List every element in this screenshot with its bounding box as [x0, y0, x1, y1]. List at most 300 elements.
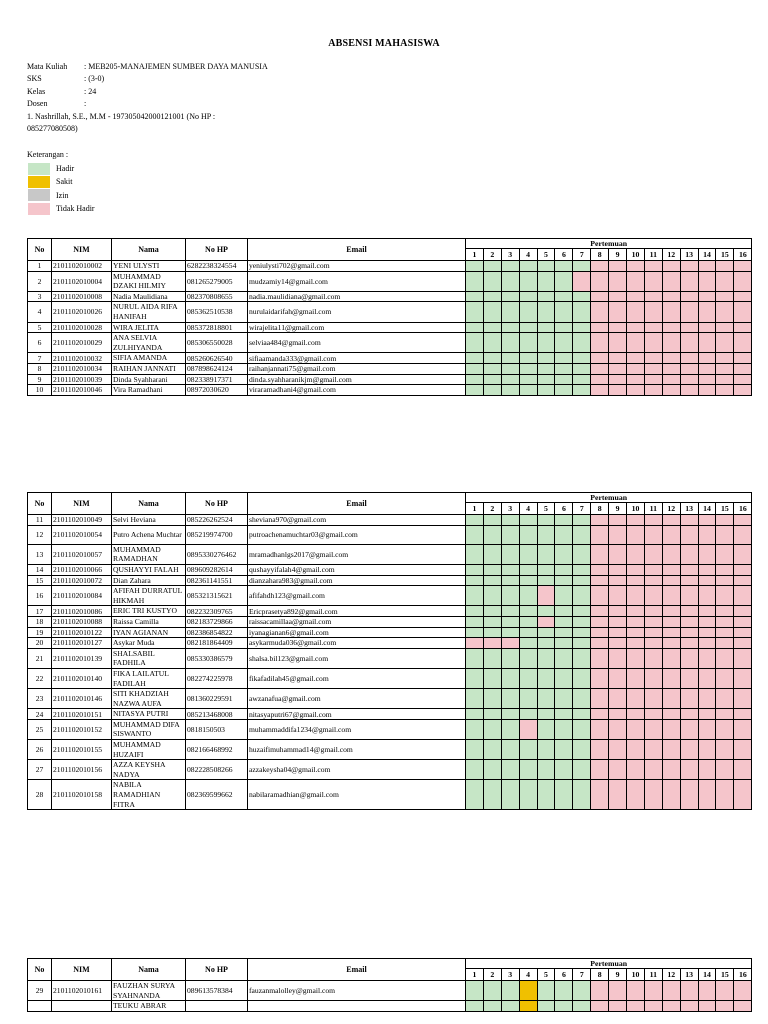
attendance-cell — [591, 709, 609, 720]
attendance-cell — [698, 291, 716, 302]
attendance-cell — [644, 638, 662, 649]
attendance-cell — [573, 525, 591, 544]
attendance-cell — [483, 689, 501, 709]
attendance-cell — [555, 586, 573, 606]
cell-nama: SIFIA AMANDA — [112, 353, 186, 364]
attendance-cell — [573, 760, 591, 780]
attendance-cell — [591, 760, 609, 780]
header-nama: Nama — [112, 239, 186, 261]
attendance-cell — [466, 719, 484, 739]
table-row — [28, 564, 752, 575]
attendance-cell — [627, 353, 645, 364]
attendance-cell — [716, 606, 734, 617]
attendance-cell — [627, 271, 645, 291]
attendance-cell — [555, 709, 573, 720]
attendance-cell — [555, 689, 573, 709]
attendance-cell — [734, 638, 752, 649]
attendance-cell — [501, 1001, 519, 1012]
attendance-cell — [483, 638, 501, 649]
attendance-cell — [483, 668, 501, 688]
cell-hp: 081265279005 — [186, 271, 248, 291]
attendance-cell — [555, 638, 573, 649]
cell-nama: AZZA KEYSHA NADYA — [112, 760, 186, 780]
attendance-cell — [537, 616, 555, 627]
cell-email: dinda.syahharanikjm@gmail.com — [248, 374, 466, 385]
attendance-cell — [627, 709, 645, 720]
cell-nim: 2101102010008 — [52, 291, 112, 302]
attendance-cell — [609, 780, 627, 810]
attendance-cell — [609, 1001, 627, 1012]
cell-nama: ANA SELVIA ZULHIYANDA — [112, 333, 186, 353]
attendance-cell — [501, 709, 519, 720]
table-row — [28, 374, 752, 385]
cell-nama: RAIHAN JANNATI — [112, 363, 186, 374]
attendance-cell — [680, 302, 698, 322]
info-value: : MEB205-MANAJEMEN SUMBER DAYA MANUSIA — [84, 62, 268, 71]
cell-no: 2 — [28, 271, 52, 291]
cell-nim: 2101102010084 — [52, 586, 112, 606]
cell-no: 7 — [28, 353, 52, 364]
attendance-cell — [644, 606, 662, 617]
attendance-cell — [662, 575, 680, 586]
attendance-cell — [483, 515, 501, 526]
attendance-cell — [591, 638, 609, 649]
table-row — [28, 363, 752, 374]
attendance-cell — [573, 616, 591, 627]
attendance-cell — [591, 385, 609, 396]
attendance-cell — [537, 981, 555, 1001]
attendance-cell — [734, 322, 752, 333]
attendance-cell — [501, 575, 519, 586]
info-value: : — [84, 99, 87, 109]
attendance-cell — [680, 638, 698, 649]
header-pertemuan: Pertemuan — [466, 493, 752, 503]
attendance-cell — [573, 374, 591, 385]
attendance-cell — [609, 261, 627, 272]
meeting-number: 16 — [734, 969, 752, 981]
attendance-cell — [573, 586, 591, 606]
attendance-cell — [644, 564, 662, 575]
attendance-cell — [609, 586, 627, 606]
cell-nim: 2101102010072 — [52, 575, 112, 586]
cell-no: 24 — [28, 709, 52, 720]
header-no-hp: No HP — [186, 959, 248, 981]
attendance-cell — [573, 544, 591, 564]
legend-swatch — [27, 175, 51, 189]
cell-hp: 089609282614 — [186, 564, 248, 575]
attendance-cell — [573, 668, 591, 688]
attendance-cell — [662, 627, 680, 638]
attendance-cell — [627, 606, 645, 617]
meeting-number: 1 — [466, 969, 484, 981]
attendance-cell — [591, 271, 609, 291]
attendance-cell — [466, 271, 484, 291]
attendance-cell — [573, 780, 591, 810]
attendance-cell — [591, 363, 609, 374]
attendance-cell — [573, 271, 591, 291]
attendance-cell — [680, 586, 698, 606]
attendance-cell — [466, 668, 484, 688]
attendance-cell — [680, 261, 698, 272]
attendance-cell — [591, 648, 609, 668]
attendance-cell — [501, 981, 519, 1001]
info-row-kelas — [27, 86, 268, 98]
cell-nim: 2101102010127 — [52, 638, 112, 649]
attendance-cell — [537, 261, 555, 272]
cell-email: fikafadilah45@gmail.com — [248, 668, 466, 688]
cell-email: mudzamiy14@gmail.com — [248, 271, 466, 291]
attendance-cell — [519, 719, 537, 739]
header-no: No — [28, 493, 52, 515]
cell-no: 3 — [28, 291, 52, 302]
attendance-cell — [716, 333, 734, 353]
attendance-cell — [573, 261, 591, 272]
cell-nama: Vira Ramadhani — [112, 385, 186, 396]
attendance-cell — [609, 689, 627, 709]
attendance-cell — [537, 564, 555, 575]
cell-hp: 082274225978 — [186, 668, 248, 688]
meeting-number: 1 — [466, 503, 484, 515]
cell-email: yeniulysti702@gmail.com — [248, 261, 466, 272]
attendance-cell — [501, 648, 519, 668]
attendance-cell — [537, 627, 555, 638]
attendance-cell — [662, 638, 680, 649]
attendance-cell — [501, 638, 519, 649]
attendance-cell — [609, 302, 627, 322]
cell-email: shalsa.bil123@gmail.com — [248, 648, 466, 668]
table-row — [28, 1001, 752, 1012]
attendance-cell — [591, 353, 609, 364]
attendance-cell — [716, 760, 734, 780]
dosen-line: 1. Nashrillah, S.E., M.M - 197305042000121001 (No HP : 085277080508) — [27, 111, 216, 134]
header-nama: Nama — [112, 493, 186, 515]
attendance-cell — [734, 740, 752, 760]
attendance-cell — [555, 575, 573, 586]
attendance-cell — [644, 525, 662, 544]
attendance-cell — [627, 981, 645, 1001]
cell-email: mramadhanlgs2017@gmail.com — [248, 544, 466, 564]
attendance-cell — [591, 719, 609, 739]
attendance-cell — [716, 291, 734, 302]
attendance-cell — [644, 760, 662, 780]
meeting-number: 4 — [519, 969, 537, 981]
cell-email: nabilaramadhian@gmail.com — [248, 780, 466, 810]
attendance-cell — [662, 302, 680, 322]
attendance-cell — [662, 616, 680, 627]
cell-nama: Selvi Heviana — [112, 515, 186, 526]
meeting-number: 8 — [591, 249, 609, 261]
cell-no: 8 — [28, 363, 52, 374]
attendance-cell — [662, 719, 680, 739]
attendance-cell — [591, 1001, 609, 1012]
attendance-cell — [555, 302, 573, 322]
attendance-cell — [734, 689, 752, 709]
attendance-cell — [698, 271, 716, 291]
attendance-cell — [716, 322, 734, 333]
attendance-cell — [555, 271, 573, 291]
attendance-cell — [591, 515, 609, 526]
attendance-cell — [644, 627, 662, 638]
attendance-cell — [537, 302, 555, 322]
attendance-cell — [466, 385, 484, 396]
cell-hp: 082183729866 — [186, 616, 248, 627]
cell-hp: 085330386579 — [186, 648, 248, 668]
legend-label: Hadir — [56, 164, 75, 174]
attendance-cell — [680, 740, 698, 760]
attendance-cell — [501, 780, 519, 810]
attendance-cell — [466, 515, 484, 526]
cell-no: 23 — [28, 689, 52, 709]
attendance-cell — [537, 525, 555, 544]
attendance-cell — [555, 760, 573, 780]
attendance-cell — [501, 515, 519, 526]
cell-email: sheviana970@gmail.com — [248, 515, 466, 526]
attendance-table-3 — [27, 958, 752, 1012]
attendance-cell — [609, 606, 627, 617]
attendance-cell — [698, 353, 716, 364]
meeting-number: 4 — [519, 503, 537, 515]
attendance-cell — [609, 638, 627, 649]
info-row-dosen — [27, 98, 268, 110]
attendance-cell — [716, 627, 734, 638]
attendance-cell — [627, 719, 645, 739]
meeting-number: 6 — [555, 249, 573, 261]
header-pertemuan: Pertemuan — [466, 239, 752, 249]
attendance-cell — [483, 353, 501, 364]
info-label: SKS — [27, 74, 42, 84]
cell-nim: 2101102010026 — [52, 302, 112, 322]
attendance-cell — [698, 525, 716, 544]
attendance-cell — [734, 616, 752, 627]
attendance-cell — [734, 719, 752, 739]
attendance-cell — [627, 385, 645, 396]
attendance-cell — [662, 261, 680, 272]
attendance-cell — [573, 638, 591, 649]
header-no: No — [28, 239, 52, 261]
attendance-cell — [680, 575, 698, 586]
info-row-sks — [27, 73, 268, 85]
cell-nama: NITASYA PUTRI — [112, 709, 186, 720]
cell-no: 9 — [28, 374, 52, 385]
attendance-cell — [662, 353, 680, 364]
attendance-cell — [698, 322, 716, 333]
cell-nim: 2101102010161 — [52, 981, 112, 1001]
attendance-cell — [734, 575, 752, 586]
meeting-number: 9 — [609, 969, 627, 981]
attendance-cell — [609, 981, 627, 1001]
cell-no: 14 — [28, 564, 52, 575]
meeting-number: 3 — [501, 249, 519, 261]
attendance-cell — [716, 261, 734, 272]
attendance-cell — [483, 606, 501, 617]
attendance-cell — [627, 544, 645, 564]
attendance-cell — [519, 575, 537, 586]
attendance-cell — [644, 586, 662, 606]
table-row — [28, 760, 752, 780]
attendance-cell — [501, 544, 519, 564]
attendance-cell — [483, 261, 501, 272]
attendance-cell — [537, 586, 555, 606]
attendance-cell — [519, 689, 537, 709]
attendance-cell — [662, 668, 680, 688]
cell-nim: 2101102010139 — [52, 648, 112, 668]
meeting-number: 7 — [573, 503, 591, 515]
attendance-cell — [483, 760, 501, 780]
attendance-cell — [555, 544, 573, 564]
meeting-number: 2 — [483, 249, 501, 261]
attendance-cell — [716, 353, 734, 364]
info-label: Dosen — [27, 99, 48, 109]
attendance-cell — [466, 374, 484, 385]
attendance-cell — [716, 709, 734, 720]
attendance-cell — [662, 385, 680, 396]
attendance-cell — [483, 291, 501, 302]
cell-no: 16 — [28, 586, 52, 606]
attendance-cell — [573, 606, 591, 617]
cell-email: sifiaamanda333@gmail.com — [248, 353, 466, 364]
attendance-cell — [627, 363, 645, 374]
attendance-cell — [501, 302, 519, 322]
cell-nama: Dian Zahara — [112, 575, 186, 586]
attendance-cell — [644, 515, 662, 526]
attendance-cell — [698, 515, 716, 526]
attendance-cell — [698, 719, 716, 739]
cell-nim: 2101102010029 — [52, 333, 112, 353]
legend-label: Sakit — [56, 177, 73, 187]
legend-item-i — [27, 189, 95, 202]
cell-no: 12 — [28, 525, 52, 544]
attendance-cell — [698, 760, 716, 780]
attendance-cell — [501, 760, 519, 780]
cell-nim: 2101102010146 — [52, 689, 112, 709]
attendance-cell — [734, 648, 752, 668]
attendance-cell — [519, 760, 537, 780]
attendance-cell — [537, 363, 555, 374]
cell-hp: 082361141551 — [186, 575, 248, 586]
legend-swatch — [27, 202, 51, 216]
cell-nim: 2101102010004 — [52, 271, 112, 291]
attendance-cell — [609, 740, 627, 760]
attendance-cell — [466, 638, 484, 649]
attendance-cell — [591, 374, 609, 385]
attendance-cell — [466, 302, 484, 322]
cell-hp: 082228508266 — [186, 760, 248, 780]
attendance-cell — [698, 564, 716, 575]
table-row — [28, 719, 752, 739]
cell-nama: TEUKU ABRAR — [112, 1001, 186, 1012]
attendance-cell — [698, 261, 716, 272]
attendance-cell — [537, 385, 555, 396]
attendance-cell — [573, 689, 591, 709]
cell-hp: 082166468992 — [186, 740, 248, 760]
cell-no: 13 — [28, 544, 52, 564]
header-no-hp: No HP — [186, 493, 248, 515]
attendance-cell — [591, 544, 609, 564]
attendance-cell — [698, 374, 716, 385]
attendance-cell — [537, 322, 555, 333]
attendance-cell — [609, 668, 627, 688]
attendance-cell — [591, 586, 609, 606]
attendance-cell — [698, 606, 716, 617]
header-nim: NIM — [52, 959, 112, 981]
attendance-cell — [501, 333, 519, 353]
attendance-cell — [501, 261, 519, 272]
attendance-cell — [644, 575, 662, 586]
attendance-cell — [591, 668, 609, 688]
attendance-cell — [716, 586, 734, 606]
attendance-cell — [555, 261, 573, 272]
cell-email: viraramadhani4@gmail.com — [248, 385, 466, 396]
attendance-cell — [483, 322, 501, 333]
attendance-cell — [609, 353, 627, 364]
attendance-cell — [662, 740, 680, 760]
attendance-cell — [644, 363, 662, 374]
cell-email: afifahdh123@gmail.com — [248, 586, 466, 606]
attendance-cell — [501, 740, 519, 760]
meeting-number: 9 — [609, 503, 627, 515]
attendance-cell — [716, 616, 734, 627]
meeting-number: 13 — [680, 249, 698, 261]
attendance-cell — [716, 719, 734, 739]
meeting-number: 15 — [716, 503, 734, 515]
table-row — [28, 648, 752, 668]
cell-hp: 085372818801 — [186, 322, 248, 333]
attendance-cell — [555, 333, 573, 353]
attendance-cell — [627, 261, 645, 272]
attendance-cell — [662, 363, 680, 374]
attendance-cell — [734, 363, 752, 374]
meeting-number: 9 — [609, 249, 627, 261]
attendance-cell — [716, 271, 734, 291]
attendance-cell — [573, 363, 591, 374]
cell-no: 26 — [28, 740, 52, 760]
attendance-cell — [591, 564, 609, 575]
attendance-cell — [483, 564, 501, 575]
table-row — [28, 780, 752, 810]
cell-email: asykarmuda036@gmail.com — [248, 638, 466, 649]
attendance-cell — [627, 638, 645, 649]
attendance-cell — [734, 525, 752, 544]
cell-nim: 2101102010028 — [52, 322, 112, 333]
legend-item-t — [27, 202, 95, 215]
attendance-cell — [734, 374, 752, 385]
attendance-cell — [483, 363, 501, 374]
attendance-cell — [519, 302, 537, 322]
attendance-cell — [537, 780, 555, 810]
attendance-cell — [716, 780, 734, 810]
attendance-cell — [644, 544, 662, 564]
meeting-number: 3 — [501, 969, 519, 981]
cell-nama: FIKA LAILATUL FADILAH — [112, 668, 186, 688]
attendance-cell — [573, 627, 591, 638]
attendance-cell — [698, 981, 716, 1001]
cell-nama: ERIC TRI KUSTYO — [112, 606, 186, 617]
attendance-cell — [466, 981, 484, 1001]
attendance-cell — [680, 353, 698, 364]
attendance-cell — [680, 322, 698, 333]
cell-nim — [52, 1001, 112, 1012]
attendance-cell — [591, 981, 609, 1001]
attendance-cell — [627, 291, 645, 302]
attendance-cell — [627, 616, 645, 627]
attendance-cell — [501, 374, 519, 385]
attendance-cell — [627, 575, 645, 586]
attendance-cell — [698, 780, 716, 810]
attendance-cell — [573, 740, 591, 760]
attendance-cell — [644, 689, 662, 709]
attendance-cell — [716, 575, 734, 586]
attendance-cell — [537, 271, 555, 291]
